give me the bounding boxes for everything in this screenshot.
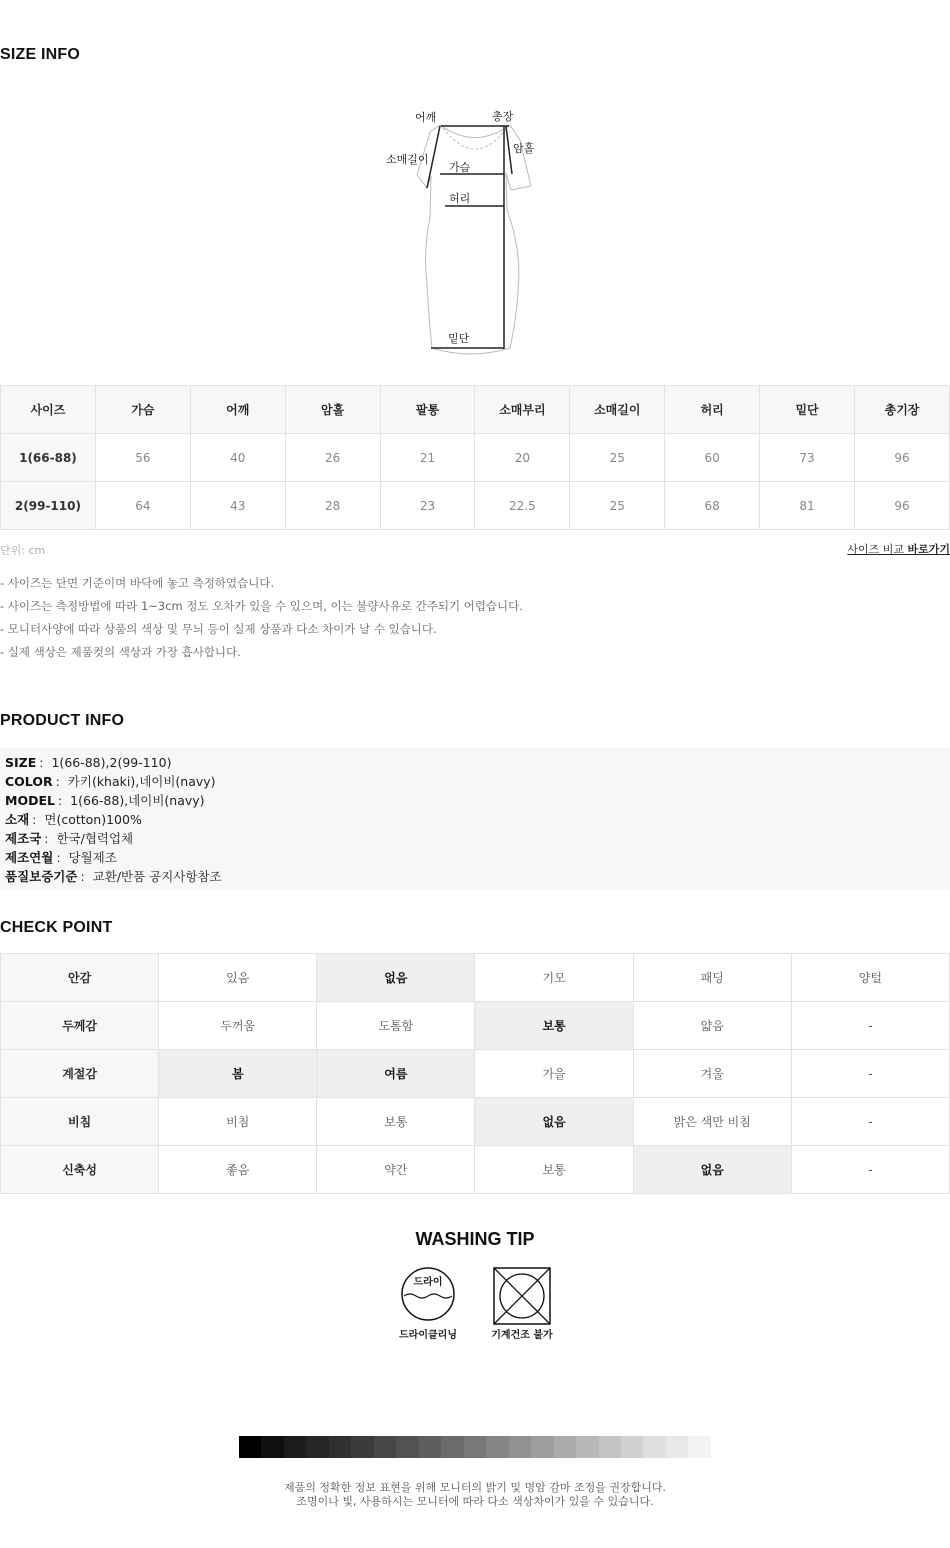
check-option: 없음: [317, 954, 475, 1002]
label-shoulder: 어깨: [415, 111, 437, 124]
check-option: 없음: [633, 1146, 791, 1194]
product-info-title: PRODUCT INFO: [0, 712, 125, 729]
size-compare-prefix: 사이즈 비교: [847, 543, 908, 556]
gradient-swatch: [374, 1436, 396, 1458]
check-option: 없음: [475, 1098, 633, 1146]
no-tumble-dry-icon: [492, 1266, 552, 1326]
product-info-key: 소재: [5, 812, 30, 827]
size-table-header-row: [1, 386, 950, 434]
check-option: 기모: [475, 954, 633, 1002]
gradient-swatch: [261, 1436, 283, 1458]
gradient-swatch: [441, 1436, 463, 1458]
size-value: 25: [570, 434, 665, 482]
product-info-row: SIZE : 1(66-88),2(99-110): [5, 755, 172, 770]
size-value: 40: [190, 434, 285, 482]
size-value: 43: [190, 482, 285, 530]
size-value: 22.5: [475, 482, 570, 530]
gradient-swatch: [621, 1436, 643, 1458]
check-label: 두께감: [1, 1002, 159, 1050]
check-label: 비침: [1, 1098, 159, 1146]
size-table-header: 허리: [665, 386, 760, 434]
monitor-notice-line1: 제품의 정확한 정보 표현을 위해 모니터의 밝기 및 명암 감마 조정을 권장합니다.: [284, 1481, 666, 1494]
check-option: 패딩: [633, 954, 791, 1002]
check-option: 두꺼움: [159, 1002, 317, 1050]
label-total-length: 총장: [492, 110, 514, 123]
size-table-header: 밑단: [760, 386, 855, 434]
list-item: - 모니터사양에 따라 상품의 색상 및 무늬 등이 실제 상품과 다소 차이가 날 수 있습니다.: [0, 622, 437, 636]
wash-label-no-tumble-dry: 기계건조 불가: [491, 1330, 553, 1341]
product-info-key: 제조연월: [5, 850, 54, 865]
product-info-row: 제조국 : 한국/협력업체: [5, 831, 134, 846]
product-info-row: 제조연월 : 당월제조: [5, 850, 117, 865]
size-table: [0, 385, 950, 530]
size-notes: [0, 575, 523, 667]
product-info-value: 1(66-88),2(99-110): [51, 755, 172, 770]
size-value: 96: [855, 482, 950, 530]
check-option: 비침: [159, 1098, 317, 1146]
table-row: [1, 434, 950, 482]
check-option: 약간: [317, 1146, 475, 1194]
size-value: 20: [475, 434, 570, 482]
product-info-key: MODEL: [5, 793, 55, 808]
product-info-row: COLOR : 카키(khaki),네이비(navy): [5, 774, 216, 789]
size-table-header: 총기장: [855, 386, 950, 434]
product-info-key: COLOR: [5, 774, 53, 789]
size-table-header: 암홀: [285, 386, 380, 434]
product-info-value: 카키(khaki),네이비(navy): [67, 774, 216, 789]
gradient-swatch: [688, 1436, 710, 1458]
check-option: 보통: [317, 1098, 475, 1146]
label-hem: 밑단: [448, 332, 470, 345]
check-label: 신축성: [1, 1146, 159, 1194]
size-value: 64: [95, 482, 190, 530]
size-value: 73: [760, 434, 855, 482]
gradient-swatch: [419, 1436, 441, 1458]
size-value: 56: [95, 434, 190, 482]
check-label: 안감: [1, 954, 159, 1002]
check-option: 밝은 색만 비침: [633, 1098, 791, 1146]
product-info-row: 소재 : 면(cotton)100%: [5, 812, 142, 827]
product-info-value: 교환/반품 공지사항참조: [92, 869, 222, 884]
size-value: 60: [665, 434, 760, 482]
size-table-header: 소매부리: [475, 386, 570, 434]
gradient-swatch: [554, 1436, 576, 1458]
check-option: 겨울: [633, 1050, 791, 1098]
monitor-notice-line2: 조명이나 빛, 사용하시는 모니터에 따라 다소 색상차이가 있을 수 있습니다.: [296, 1495, 654, 1508]
gradient-swatch: [599, 1436, 621, 1458]
check-point-title: CHECK POINT: [0, 919, 113, 936]
label-chest: 가슴: [449, 161, 471, 174]
product-info-value: 면(cotton)100%: [44, 812, 142, 827]
check-option: -: [791, 1146, 949, 1194]
size-compare-link-text: 바로가기: [907, 543, 950, 556]
list-item: - 사이즈는 단면 기준이며 바닥에 놓고 측정하였습니다.: [0, 576, 275, 590]
table-row: [1, 482, 950, 530]
dry-clean-icon-text: 드라이: [413, 1277, 443, 1288]
size-table-header: 가슴: [95, 386, 190, 434]
product-info-key: 품질보증기준: [5, 869, 78, 884]
list-item: - 실제 색상은 제품컷의 색상과 가장 흡사합니다.: [0, 645, 241, 659]
dress-outline: [417, 125, 531, 354]
check-label: 계절감: [1, 1050, 159, 1098]
label-sleeve-length: 소매길이: [386, 153, 429, 166]
check-option: 여름: [317, 1050, 475, 1098]
table-row: [1, 1050, 950, 1098]
size-value: 25: [570, 482, 665, 530]
label-armhole: 암홀: [513, 142, 535, 155]
product-info-box: [0, 748, 950, 890]
size-value: 28: [285, 482, 380, 530]
check-option: -: [791, 1002, 949, 1050]
check-option: 도톰함: [317, 1002, 475, 1050]
check-option: 보통: [475, 1146, 633, 1194]
size-label: 1(66-88): [1, 434, 96, 482]
size-value: 23: [380, 482, 475, 530]
size-table-header: 팔통: [380, 386, 475, 434]
size-value: 21: [380, 434, 475, 482]
size-diagram: [375, 100, 565, 365]
size-label: 2(99-110): [1, 482, 96, 530]
size-info-title: SIZE INFO: [0, 46, 81, 63]
product-info-row: 품질보증기준 : 교환/반품 공지사항참조: [5, 869, 222, 884]
check-option: -: [791, 1098, 949, 1146]
wash-label-dry-clean: 드라이클리닝: [399, 1330, 457, 1341]
washing-tip-title: WASHING TIP: [415, 1229, 535, 1249]
unit-label: 단위: cm: [0, 544, 46, 557]
gradient-swatch: [509, 1436, 531, 1458]
gradient-swatch: [464, 1436, 486, 1458]
table-row: [1, 1002, 950, 1050]
product-info-value: 1(66-88),네이비(navy): [70, 793, 205, 808]
size-value: 68: [665, 482, 760, 530]
size-value: 26: [285, 434, 380, 482]
gradient-swatch: [396, 1436, 418, 1458]
check-option: 양털: [791, 954, 949, 1002]
product-info-key: SIZE: [5, 755, 37, 770]
check-option: 좋음: [159, 1146, 317, 1194]
check-option: 보통: [475, 1002, 633, 1050]
gradient-swatch: [239, 1436, 261, 1458]
table-row: [1, 954, 950, 1002]
gradient-swatch: [351, 1436, 373, 1458]
list-item: - 사이즈는 측정방법에 따라 1~3cm 정도 오차가 있을 수 있으며, 이는 불량사유로 간주되기 어렵습니다.: [0, 599, 523, 613]
wash-item-no-tumble-dry: [486, 1266, 558, 1341]
dry-clean-icon: [400, 1266, 456, 1322]
size-table-header: 소매길이: [570, 386, 665, 434]
product-info-row: MODEL : 1(66-88),네이비(navy): [5, 793, 205, 808]
dress-diagram-svg: [375, 100, 565, 365]
gradient-swatch: [531, 1436, 553, 1458]
table-row: [1, 1098, 950, 1146]
check-point-table: [0, 953, 950, 1194]
gradient-swatch: [643, 1436, 665, 1458]
gradient-swatch: [306, 1436, 328, 1458]
label-waist: 허리: [449, 192, 471, 205]
check-option: 있음: [159, 954, 317, 1002]
product-info-value: 한국/협력업체: [56, 831, 134, 846]
size-table-header: 사이즈: [1, 386, 96, 434]
size-compare-link[interactable]: [847, 541, 950, 557]
gradient-swatch: [576, 1436, 598, 1458]
wash-item-dry-clean: [393, 1266, 463, 1341]
size-value: 81: [760, 482, 855, 530]
check-option: 봄: [159, 1050, 317, 1098]
product-info-value: 당월제조: [68, 850, 117, 865]
grayscale-gradient-bar: [239, 1436, 711, 1458]
gradient-swatch: [284, 1436, 306, 1458]
size-table-header: 어깨: [190, 386, 285, 434]
gradient-swatch: [329, 1436, 351, 1458]
monitor-notice: [0, 1481, 950, 1509]
product-info-key: 제조국: [5, 831, 42, 846]
check-option: 얇음: [633, 1002, 791, 1050]
gradient-swatch: [666, 1436, 688, 1458]
check-option: 가을: [475, 1050, 633, 1098]
check-option: -: [791, 1050, 949, 1098]
table-row: [1, 1146, 950, 1194]
gradient-swatch: [486, 1436, 508, 1458]
size-value: 96: [855, 434, 950, 482]
